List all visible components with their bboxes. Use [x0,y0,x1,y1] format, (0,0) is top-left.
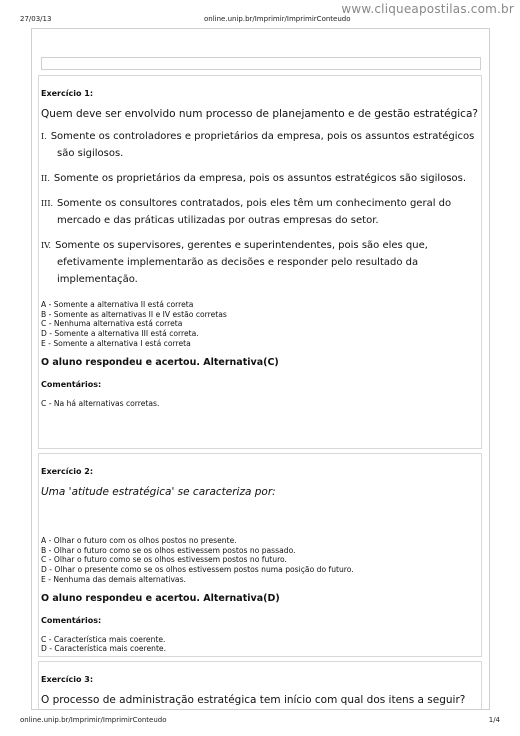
alternative: E - Nenhuma das demais alternativas. [41,574,186,584]
alternative: C - Nenhuma alternativa está correta [41,319,183,329]
alternative: D - Olhar o presente como se os olhos estivessem postos numa posição do futuro. [41,565,354,575]
exercise-1 [38,75,482,449]
comments-label: Comentários: [41,615,102,625]
statement-text: Somente os proprietários da empresa, pois os assuntos estratégicos são sigilosos. [53,173,467,184]
question-text: Uma 'atitude estratégica' se caracteriza por: [41,486,276,498]
statement-item [41,170,479,187]
exercise-3 [38,661,482,710]
alternative: B - Olhar o futuro como se os olhos estivessem postos no passado. [41,545,296,555]
result-text: O aluno respondeu e acertou. Alternativa(C) [41,356,279,368]
exercise-title: Exercício 2: [41,467,94,476]
roman-numeral: I. [41,132,47,141]
alternatives-list [41,536,479,585]
alternative: B - Somente as alternativas II e IV estão corretas [41,309,227,319]
roman-numeral: IV. [41,241,52,250]
statement-item [41,128,479,162]
statement-item [41,195,479,229]
comment-line: C - Característica mais coerente. [41,634,166,644]
alternative: E - Somente a alternativa I está correta [41,338,191,348]
alternative: A - Somente a alternativa II está correta [41,300,194,309]
comment-line: D - Característica mais coerente. [41,644,167,654]
top-empty-bar [41,57,481,70]
print-footer-url: online.unip.br/Imprimir/ImprimirConteudo [20,716,167,724]
print-date: 27/03/13 [20,15,52,23]
alternatives-list [41,300,479,349]
alternative: C - Olhar o futuro como se os olhos estivessem postos no futuro. [41,555,287,565]
statement-text: Somente os consultores contratados, pois eles têm um conhecimento geral do mercado e das práticas utilizadas por outras empresas do setor. [57,198,452,226]
comments-label: Comentários: [41,379,102,389]
question-text: O processo de administração estratégica tem início com qual dos itens a seguir? [41,694,466,706]
roman-numeral: II. [41,174,50,183]
print-header-url: online.unip.br/Imprimir/ImprimirConteudo [204,15,351,23]
comments [41,635,479,654]
exercise-title: Exercício 1: [41,89,94,98]
alternative: A - Olhar o futuro com os olhos postos no presente. [41,536,237,545]
roman-numeral: III. [41,199,54,208]
exercise-2 [38,453,482,657]
statement-item [41,237,479,288]
content-frame [31,28,490,710]
alternative: D - Somente a alternativa III está correta. [41,329,199,339]
page-number: 1/4 [488,716,500,724]
result-text: O aluno respondeu e acertou. Alternativa(D) [41,592,280,604]
comment-line: C - Na há alternativas corretas. [41,398,160,408]
watermark: www.cliqueapostilas.com.br [341,2,514,16]
statement-text: Somente os controladores e proprietários da empresa, pois os assuntos estratégicos são sigilosos. [50,131,475,159]
comments [41,399,479,409]
exercise-title: Exercício 3: [41,675,94,684]
statement-text: Somente os supervisores, gerentes e superintendentes, pois são eles que, efetivamente implementarão as decisões e responder pelo resultado da implementação. [55,240,428,285]
question-text: Quem deve ser envolvido num processo de planejamento e de gestão estratégica? [41,108,478,120]
